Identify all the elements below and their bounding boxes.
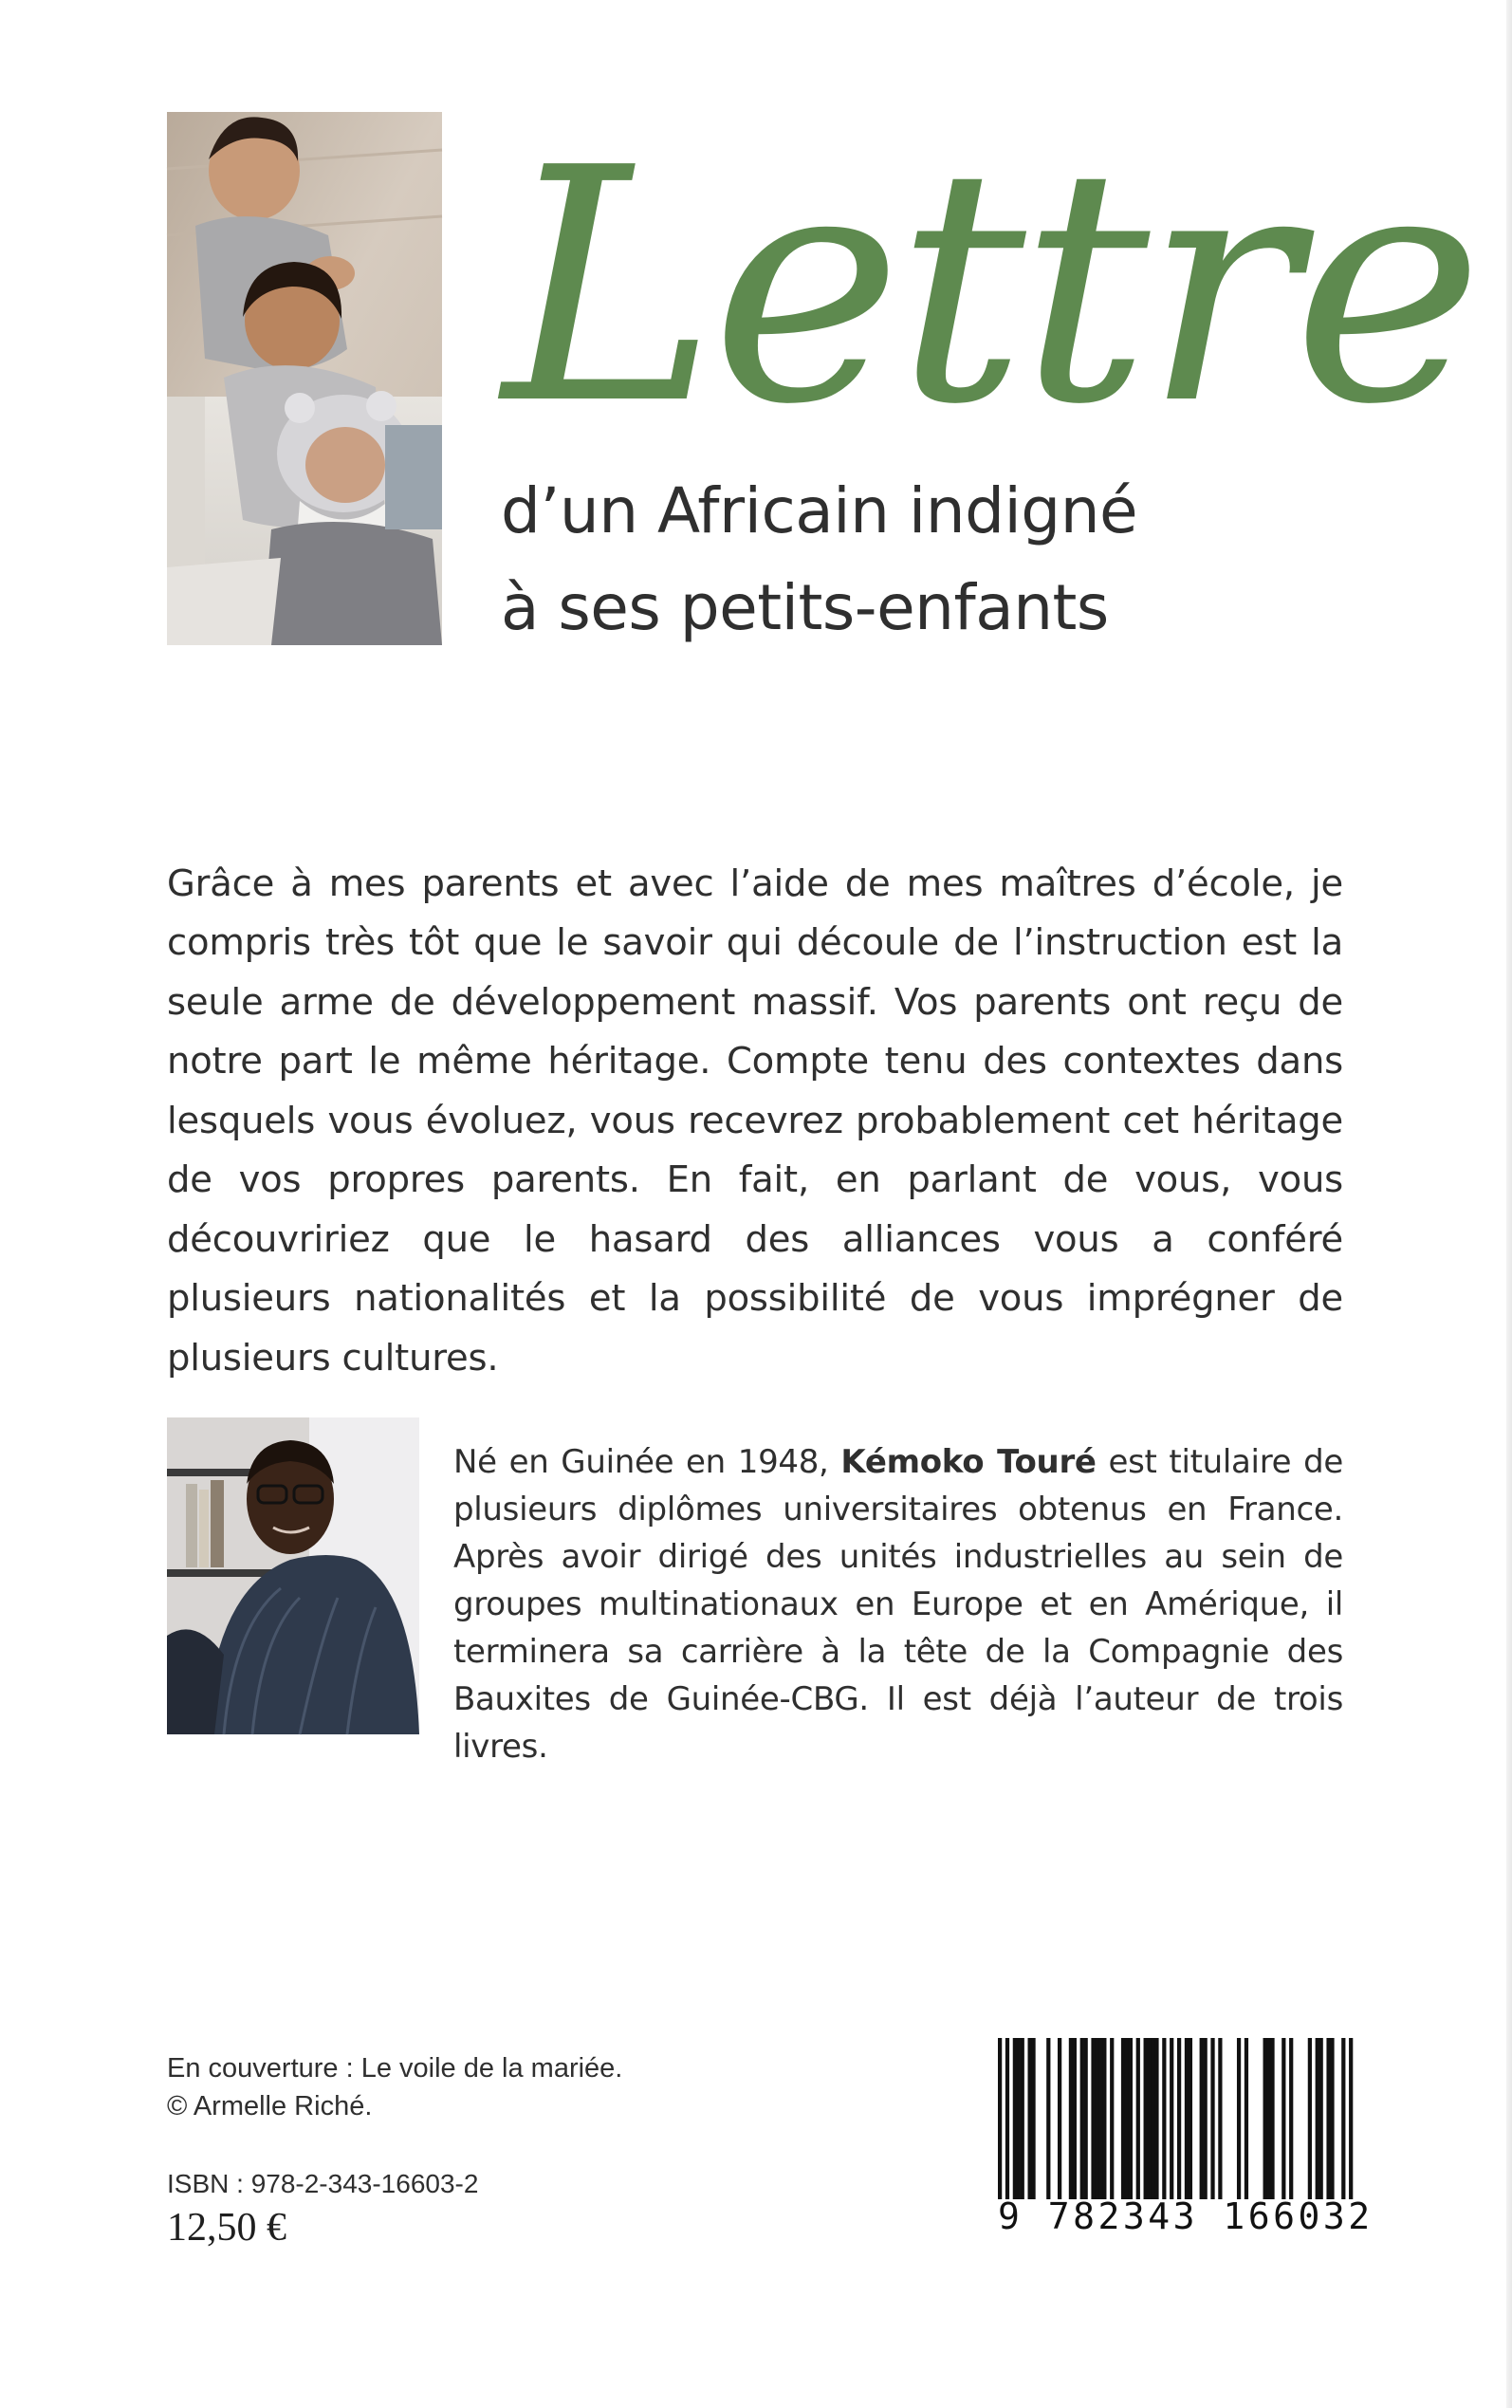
children-photo (167, 112, 442, 645)
subtitle-line-2: à ses petits-enfants (501, 571, 1109, 644)
barcode-bar (998, 2038, 1002, 2199)
barcode-bar (1319, 2038, 1323, 2199)
barcode-bar (1121, 2038, 1125, 2199)
back-cover-blurb: Grâce à mes parents et avec l’aide de mes maîtres d’école, je compris très tôt que le savoir qui découle de l’instruction est la seule arme de développement massif. Vos parents ont reçu de notre part le même héritage. Compte tenu des contextes dans lesquels vous évoluez, vous recevrez probablement cet héritage de vos propres parents. En fait, en parlant de vous, vous découvririez que le hasard des alliances vous a conféré plusieurs nationalités et la possibilité de vous imprégner de plusieurs cultures. (167, 861, 1343, 1380)
book-title (493, 100, 1478, 475)
barcode-bar (1147, 2038, 1151, 2199)
barcode-bar (1098, 2038, 1102, 2199)
author-bio-intro: Né en Guinée en 1948, (453, 1443, 841, 1481)
barcode-bar (1080, 2038, 1084, 2199)
author-photo (167, 1417, 419, 1734)
barcode-bar (1218, 2038, 1222, 2199)
page-edge (1506, 0, 1512, 2408)
barcode-bar (1154, 2038, 1158, 2199)
price-label: 12,50 € (167, 2206, 286, 2250)
barcode-bar (1031, 2038, 1035, 2199)
barcode-bar (1177, 2038, 1181, 2199)
barcode-bar (1245, 2038, 1248, 2199)
cover-credit-line: En couverture : Le voile de la mariée. (167, 2053, 623, 2084)
cover-credits (167, 2049, 622, 2125)
barcode-bar (1110, 2038, 1114, 2199)
barcode-bar (1200, 2038, 1204, 2199)
barcode-bar (1162, 2038, 1166, 2199)
barcode-bars (998, 2038, 1353, 2199)
barcode-bar (1144, 2038, 1148, 2199)
barcode-bar (1084, 2038, 1088, 2199)
barcode-bar (1021, 2038, 1024, 2199)
barcode-bar (1210, 2038, 1214, 2199)
barcode-bar (1189, 2038, 1192, 2199)
book-subtitle (501, 463, 1317, 657)
barcode-bar (1266, 2038, 1270, 2199)
barcode-bar (1151, 2038, 1154, 2199)
barcode-bar (1125, 2038, 1129, 2199)
book-title-text: Lettre (503, 100, 1478, 475)
barcode-bar (1341, 2038, 1345, 2199)
barcode-digits: 9 782343 166032 (998, 2195, 1374, 2237)
barcode-bar (1017, 2038, 1021, 2199)
barcode-bar (1027, 2038, 1031, 2199)
barcode-bar (1095, 2038, 1098, 2199)
barcode-bar (1204, 2038, 1208, 2199)
barcode-bar (1326, 2038, 1330, 2199)
author-bio-rest: est titulaire de plusieurs diplômes universitaires obtenus en France. Après avoir dirigé des unités industrielles au sein de groupes multinationaux en Europe et en Amérique, il terminera sa carrière à la tête de la Compagnie des Bauxites de Guinée-CBG. Il est déjà l’auteur de trois livres. (453, 1443, 1343, 1766)
barcode-bar (1237, 2038, 1241, 2199)
author-name: Kémoko Touré (840, 1443, 1097, 1481)
barcode-bar (1046, 2038, 1050, 2199)
author-bio (453, 1438, 1343, 1770)
subtitle-line-1: d’un Africain indigné (501, 474, 1138, 547)
barcode-bar (1349, 2038, 1353, 2199)
isbn-barcode (998, 2038, 1374, 2247)
barcode-bar (1091, 2038, 1095, 2199)
barcode-bar (1263, 2038, 1267, 2199)
photo-copyright: © Armelle Riché. (167, 2091, 373, 2121)
barcode-bar (1308, 2038, 1312, 2199)
barcode-bar (1058, 2038, 1061, 2199)
barcode-bar (1013, 2038, 1017, 2199)
isbn-label: ISBN : 978-2-343-16603-2 (167, 2169, 479, 2198)
barcode-bar (1069, 2038, 1073, 2199)
barcode-bar (1102, 2038, 1106, 2199)
barcode-bar (1289, 2038, 1293, 2199)
barcode-bar (1073, 2038, 1077, 2199)
barcode-bar (1129, 2038, 1133, 2199)
barcode-bar (1316, 2038, 1319, 2199)
barcode-bar (1185, 2038, 1189, 2199)
barcode-bar (1282, 2038, 1285, 2199)
barcode-bar (1005, 2038, 1009, 2199)
barcode-bar (1136, 2038, 1140, 2199)
barcode-bar (1270, 2038, 1274, 2199)
barcode-bar (1330, 2038, 1334, 2199)
barcode-bar (1170, 2038, 1173, 2199)
